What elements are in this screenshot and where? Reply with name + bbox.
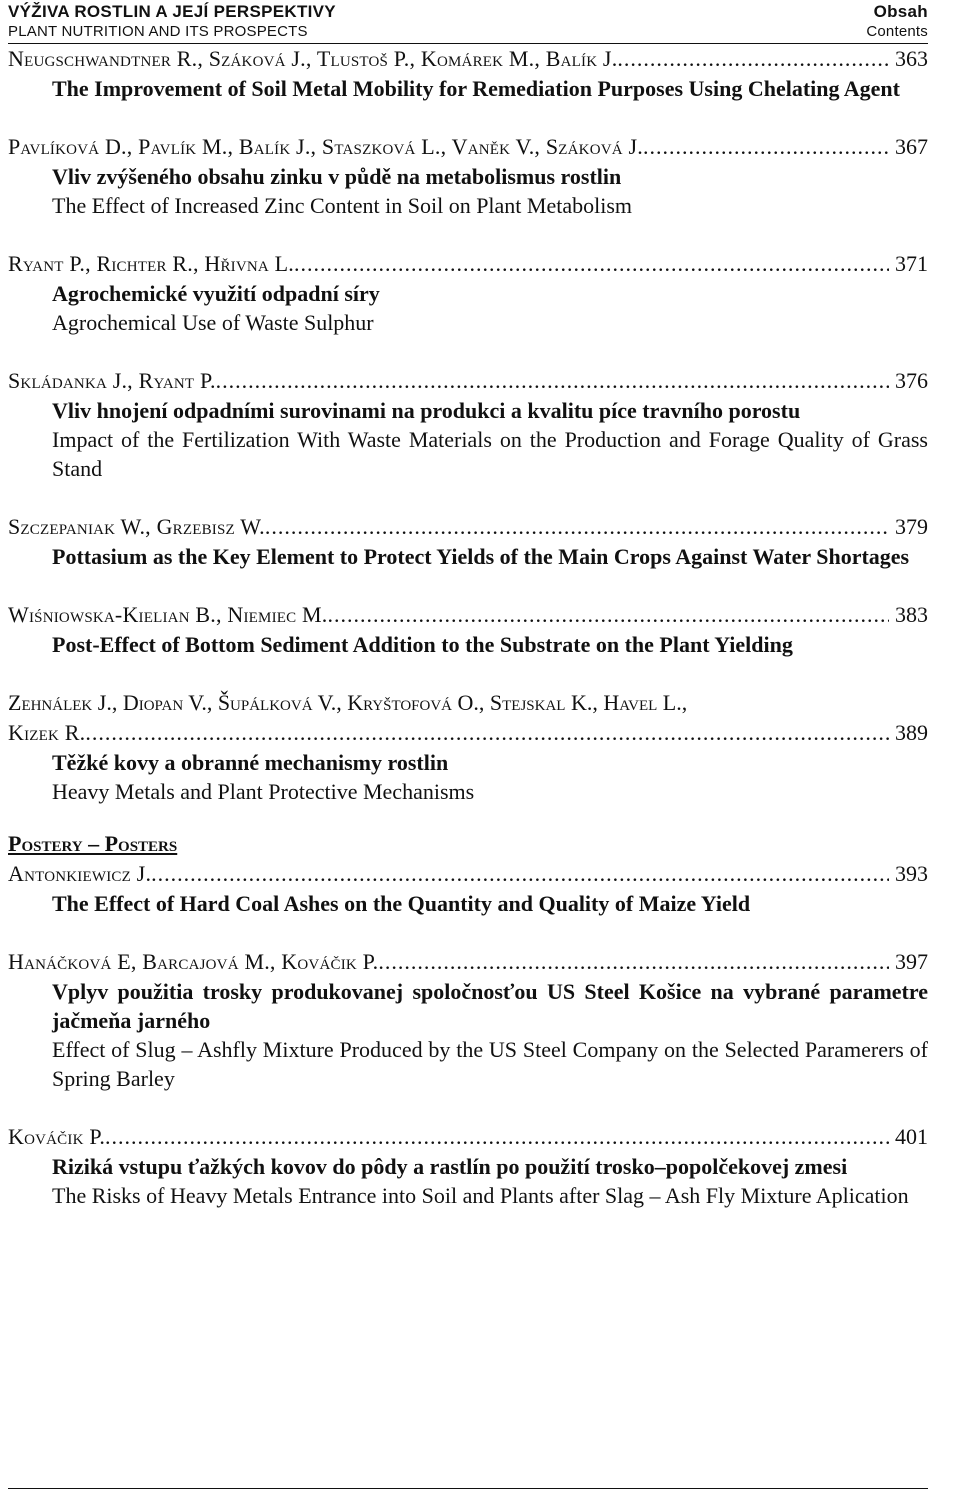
leader-dots (105, 1122, 889, 1152)
author-line (8, 859, 928, 889)
author-line (8, 718, 928, 748)
page-number: 363 (895, 46, 928, 71)
title-secondary: The Effect of Increased Zinc Content in Soil on Plant Metabolism (52, 193, 633, 218)
title-secondary: Agrochemical Use of Waste Sulphur (52, 310, 374, 335)
journal-title-cz: VÝŽIVA ROSTLIN A JEJÍ PERSPEKTIVY (8, 2, 336, 21)
journal-title-en: PLANT NUTRITION AND ITS PROSPECTS (8, 23, 308, 40)
authors: Wiśniowska-Kielian B., Niemiec M. (8, 602, 328, 627)
title-primary: Pottasium as the Key Element to Protect Yields of the Main Crops Against Water Shortages (52, 544, 910, 569)
authors: Skládanka J., Ryant P. (8, 368, 216, 393)
title-primary: The Effect of Hard Coal Ashes on the Quantity and Quality of Maize Yield (52, 891, 751, 916)
page-number: 367 (895, 134, 928, 159)
leader-dots (294, 249, 889, 279)
toc-entry (8, 1122, 928, 1210)
title-secondary: Impact of the Fertilization With Waste Materials on the Production and Forage Quality of Grass Stand (52, 427, 928, 481)
leader-dots (328, 600, 889, 630)
toc-entry (8, 366, 928, 483)
authors: Kizek R. (8, 720, 86, 745)
page-number: 379 (895, 514, 928, 539)
author-line (8, 132, 928, 162)
page-number: 397 (895, 949, 928, 974)
author-line (8, 947, 928, 977)
title-primary: Agrochemické využití odpadní síry (52, 281, 380, 306)
authors: Pavlíková D., Pavlík M., Balík J., Staszková L., Vaněk V., Száková J. (8, 134, 643, 159)
footer-rule (8, 1488, 928, 1489)
page-number: 376 (895, 368, 928, 393)
contents-list (8, 44, 928, 1239)
toc-entry (8, 688, 928, 806)
leader-dots (85, 718, 889, 748)
leader-dots (216, 366, 889, 396)
author-line (8, 44, 928, 74)
authors: Neugschwandtner R., Száková J., Tlustoš P., Komárek M., Balík J. (8, 46, 618, 71)
title-primary: Těžké kovy a obranné mechanismy rostlin (52, 750, 449, 775)
author-line (8, 1122, 928, 1152)
page-header (8, 2, 928, 42)
toc-entry (8, 600, 928, 659)
leader-dots (643, 132, 889, 162)
author-line (8, 366, 928, 396)
page-number: 371 (895, 251, 928, 276)
authors: Hanáčková E, Barcajová M., Kováčik P. (8, 949, 379, 974)
author-line (8, 512, 928, 542)
authors: Ryant P., Richter R., Hřivna L. (8, 251, 295, 276)
page-number: 383 (895, 602, 928, 627)
section-heading-posters: Postery – Posters (8, 831, 178, 856)
toc-entry (8, 512, 928, 571)
toc-entry (8, 859, 928, 918)
leader-dots (378, 947, 889, 977)
title-primary: Vliv hnojení odpadními surovinami na produkci a kvalitu píce travního porostu (52, 398, 801, 423)
title-secondary: The Risks of Heavy Metals Entrance into Soil and Plants after Slag – Ash Fly Mixture Aplication (52, 1183, 909, 1208)
section-title-en: Contents (866, 23, 928, 40)
page-number: 401 (895, 1124, 928, 1149)
authors: Antonkiewicz J. (8, 861, 152, 886)
title-primary: Vplyv použitia trosky produkovanej spoločnosťou US Steel Košice na vybrané parametre jačmeňa jarného (52, 979, 928, 1033)
page-number: 393 (895, 861, 928, 886)
toc-entry (8, 132, 928, 220)
title-secondary: Heavy Metals and Plant Protective Mechanisms (52, 779, 475, 804)
title-primary: Riziká vstupu ťažkých kovov do pôdy a rastlín po použití trosko–popolčekovej zmesi (52, 1154, 848, 1179)
toc-entry (8, 249, 928, 337)
leader-dots (265, 512, 889, 542)
title-primary: Post-Effect of Bottom Sediment Addition to the Substrate on the Plant Yielding (52, 632, 793, 657)
page-number: 389 (895, 720, 928, 745)
title-primary: The Improvement of Soil Metal Mobility for Remediation Purposes Using Chelating Agent (52, 76, 900, 101)
section-title-cz: Obsah (873, 2, 928, 21)
toc-entry (8, 44, 928, 103)
title-primary: Vliv zvýšeného obsahu zinku v půdě na metabolismus rostlin (52, 164, 622, 189)
title-secondary: Effect of Slug – Ashfly Mixture Produced by the US Steel Company on the Selected Paramerers of Spring Barley (52, 1037, 928, 1091)
toc-entry (8, 947, 928, 1093)
authors: Kováčik P. (8, 1124, 106, 1149)
leader-dots (617, 44, 889, 74)
leader-dots (151, 859, 889, 889)
author-line (8, 600, 928, 630)
authors-continued: Zehnálek J., Diopan V., Šupálková V., Kryštofová O., Stejskal K., Havel L., (8, 690, 688, 715)
author-line (8, 249, 928, 279)
authors: Szczepaniak W., Grzebisz W. (8, 514, 265, 539)
